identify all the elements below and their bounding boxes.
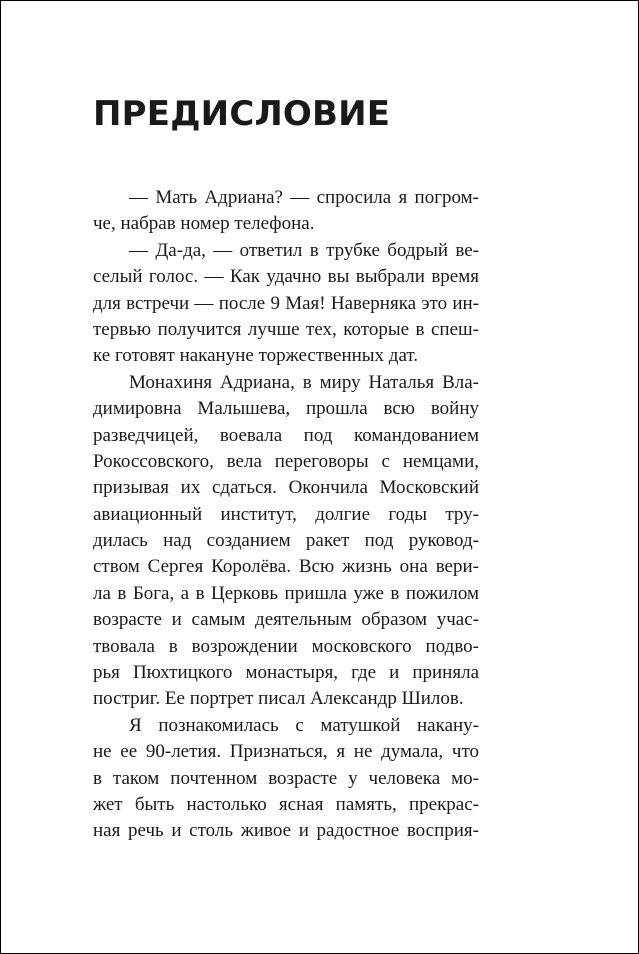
- text-line: твовала в возрождении московского подво-: [93, 635, 479, 657]
- text-line: авиационный институт, долгие годы тру-: [93, 503, 479, 525]
- paragraph: [93, 370, 479, 713]
- text-line: Я познакомилась с матушкой накану-: [129, 714, 479, 736]
- text-line: возрасте и самым деятельным образом учас-: [93, 609, 479, 631]
- paragraph: [93, 713, 479, 845]
- text-line: Монахиня Адриана, в миру Наталья Вла-: [129, 371, 479, 393]
- body-text: [93, 185, 479, 845]
- text-line: ке готовят накануне торжественных дат.: [93, 345, 419, 367]
- text-line: — Мать Адриана? — спросила я погром-: [129, 187, 479, 208]
- text-line: в таком почтенном возрасте у человека мо-: [93, 767, 479, 789]
- text-line: не ее 90-летия. Признаться, я не думала, что: [93, 741, 479, 763]
- text-line: разведчицей, воевала под командованием: [93, 424, 479, 446]
- paragraph: [93, 185, 479, 238]
- text-line: дилась над созданием ракет под руковод-: [93, 530, 479, 552]
- text-line: для встречи — после 9 Мая! Наверняка это ин-: [93, 292, 479, 314]
- text-line: постриг. Ее портрет писал Александр Шилов.: [93, 688, 464, 710]
- text-line: ством Сергея Королёва. Всю жизнь она вери-: [93, 556, 479, 578]
- text-line: селый голос. — Как удачно вы выбрали время: [93, 266, 479, 288]
- text-line: Рокоссовского, вела переговоры с немцами,: [93, 450, 479, 472]
- text-line: рья Пюхтицкого монастыря, где и приняла: [93, 662, 479, 684]
- text-line: ная речь и столь живое и радостное восприя-: [93, 820, 479, 842]
- page-heading: ПРЕДИСЛОВИЕ: [93, 94, 391, 134]
- text-line: тервью получится лучше тех, которые в спеш-: [93, 318, 479, 340]
- text-line: жет быть настолько ясная память, прекрас-: [93, 793, 479, 815]
- text-line: — Да-да, — ответил в трубке бодрый ве-: [129, 239, 479, 261]
- paragraph: [93, 238, 479, 370]
- text-line: димировна Малышева, прошла всю войну: [93, 398, 479, 420]
- text-line: призывая их сдаться. Окончила Московский: [93, 477, 479, 499]
- text-line: че, набрав номер телефона.: [93, 213, 315, 235]
- text-line: ла в Бога, а в Церковь пришла уже в пожилом: [93, 582, 479, 604]
